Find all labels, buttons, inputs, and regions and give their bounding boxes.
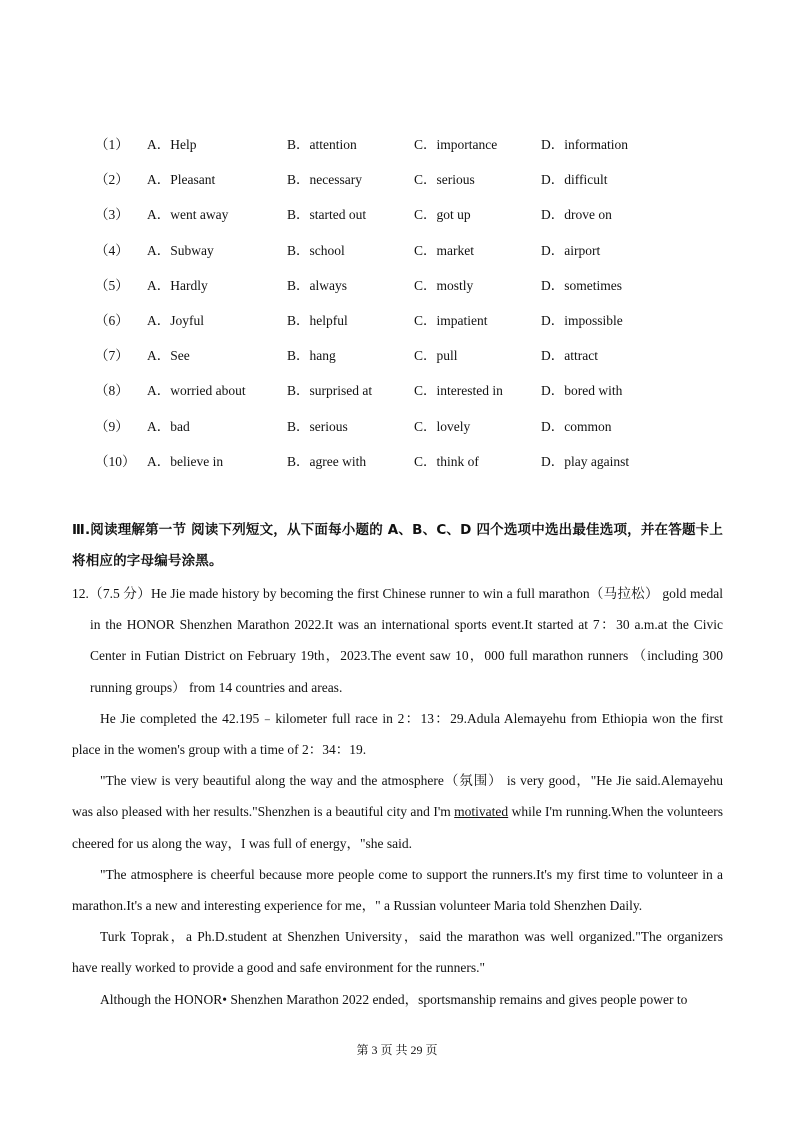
- option-a: A．worried about: [147, 383, 246, 399]
- option-row: [0, 203, 794, 238]
- answer-options-list: [0, 133, 794, 485]
- passage-paragraph: 12.（7.5 分）He Jie made history by becoming the first Chinese runner to win a full marathon（马拉松） gold medal in the HONOR Shenzhen Marathon 2022.It was an international sports event.It started at 7：30 a.m.at the Civic Center in Futian District on February 19th，2023.The event saw 10，000 full marathon runners （including 300 running groups） from 14 countries and areas.: [72, 586, 723, 695]
- option-row: [0, 274, 794, 309]
- option-c: C．market: [414, 242, 474, 258]
- question-number: （10）: [95, 453, 136, 469]
- option-d: D．common: [541, 418, 612, 434]
- option-d: D．attract: [541, 348, 598, 364]
- reading-passage: [72, 578, 723, 1015]
- option-b: B．school: [287, 242, 345, 258]
- passage-paragraph: He Jie completed the 42.195﹣kilometer full race in 2：13：29.Adula Alemayehu from Ethiopia won the first place in the women's group with a time of 2：34：19.: [72, 710, 723, 758]
- option-row: [0, 450, 794, 485]
- option-d: D．difficult: [541, 172, 608, 188]
- option-d: D．bored with: [541, 383, 623, 399]
- option-a: A．bad: [147, 418, 190, 434]
- page-footer: 第 3 页 共 29 页: [356, 1043, 438, 1057]
- option-a: A．Pleasant: [147, 172, 216, 188]
- question-number: （3）: [95, 207, 129, 223]
- option-b: B．necessary: [287, 172, 362, 188]
- option-row: [0, 309, 794, 344]
- option-row: [0, 133, 794, 168]
- question-number: （9）: [95, 418, 129, 434]
- option-b: B．serious: [287, 418, 348, 434]
- option-c: C．think of: [414, 453, 479, 469]
- option-a: A．believe in: [147, 453, 224, 469]
- option-a: A．Subway: [147, 242, 214, 258]
- option-c: C．lovely: [414, 418, 471, 434]
- option-c: C．pull: [414, 348, 458, 364]
- question-number: （4）: [95, 242, 129, 258]
- question-number: （5）: [95, 277, 129, 293]
- option-b: B．agree with: [287, 453, 367, 469]
- option-b: B．attention: [287, 137, 357, 152]
- option-d: D．information: [541, 137, 628, 152]
- option-b: B．helpful: [287, 312, 348, 328]
- option-row: [0, 239, 794, 274]
- option-b: B．started out: [287, 207, 367, 223]
- option-d: D．airport: [541, 242, 601, 258]
- paragraph-text: while I'm running.When the volunteers cheered for us along the way，I was full of energy，"she said.: [72, 804, 723, 851]
- option-c: C．got up: [414, 207, 471, 223]
- option-row: [0, 415, 794, 450]
- option-b: B．hang: [287, 348, 336, 364]
- option-row: [0, 344, 794, 379]
- option-d: D．play against: [541, 453, 630, 469]
- passage-paragraph: Turk Toprak，a Ph.D.student at Shenzhen University，said the marathon was well organized."The organizers have really worked to provide a good and safe environment for the runners.": [72, 929, 723, 976]
- question-number: （6）: [95, 312, 129, 328]
- option-a: A．Help: [147, 137, 197, 152]
- passage-paragraph: Although the HONOR• Shenzhen Marathon 2022 ended，sportsmanship remains and gives people power to: [100, 991, 688, 1007]
- paragraph-text: "The view is very beautiful along the way and the atmosphere（氛围） is very good，"He Jie said.Alemayehu was also pleased with her results."Shenzhen is a beautiful city and I'm: [72, 773, 723, 820]
- option-b: B．always: [287, 277, 347, 293]
- option-d: D．sometimes: [541, 277, 622, 293]
- option-c: C．serious: [414, 172, 475, 188]
- option-d: D．impossible: [541, 312, 623, 328]
- option-c: C．interested in: [414, 383, 503, 399]
- option-a: A．Hardly: [147, 277, 208, 293]
- question-number: （7）: [95, 348, 129, 364]
- underlined-word: motivated: [454, 804, 509, 820]
- option-a: A．See: [147, 348, 190, 364]
- question-number: （1）: [95, 137, 129, 152]
- option-a: A．Joyful: [147, 312, 204, 328]
- option-c: C．mostly: [414, 277, 474, 293]
- question-number: （8）: [95, 383, 129, 399]
- question-number: （2）: [95, 172, 129, 188]
- option-d: D．drove on: [541, 207, 612, 223]
- option-a: A．went away: [147, 207, 229, 223]
- option-row: [0, 379, 794, 414]
- passage-paragraph: "The atmosphere is cheerful because more people come to support the runners.It's my first time to volunteer in a marathon.It's a new and interesting experience for me，" a Russian volunteer Maria told Shenzhen Daily.: [72, 866, 723, 914]
- option-row: [0, 168, 794, 203]
- section-heading: Ⅲ.阅读理解第一节 阅读下列短文，从下面每小题的 A、B、C、D 四个选项中选出最佳选项，并在答题卡上将相应的字母编号涂黑。: [72, 522, 724, 569]
- option-c: C．importance: [414, 137, 498, 152]
- passage-paragraph: [72, 765, 723, 859]
- option-c: C．impatient: [414, 312, 488, 328]
- option-b: B．surprised at: [287, 383, 373, 399]
